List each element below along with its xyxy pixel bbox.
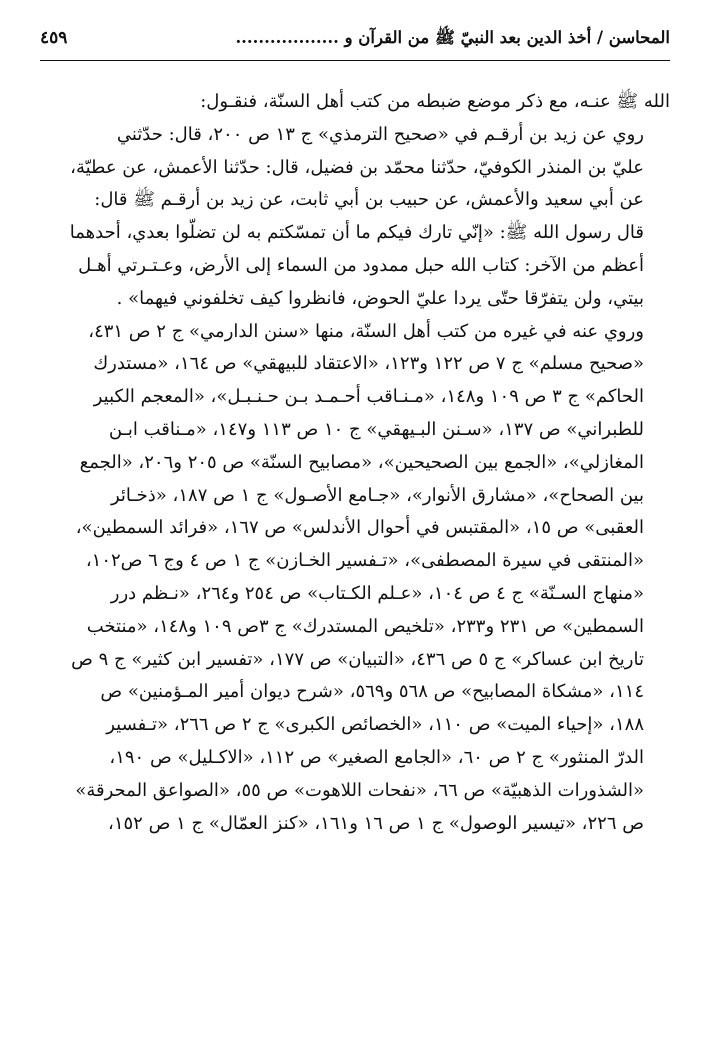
running-head-title: المحاسن / أخذ الدين بعد النبيّ ﷺ من القرآن و .................. [235, 28, 670, 47]
paragraph [40, 86, 670, 119]
text-line: «منهاج السـنّة» ج ٤ ص ١٠٤، «عـلم الكـتاب» ص ٢٥٤ و٢٦٤، «نـظم درر [110, 582, 644, 604]
text-line: وروي عنه في غيره من كتب أهل السنّة، منها «سنن الدارمي» ج ٢ ص ٤٣١، [88, 320, 644, 342]
text-line: للطبراني» ص ١٣٧، «سـنن البـيهقي» ج ١٠ ص ١١٣ و١٤٧، «مـناقب ابـن [108, 418, 644, 440]
text-line: العقبى» ص ١٥، «المقتبس في أحوال الأندلس» ص ١٦٧، «فرائد السمطين»، [75, 517, 644, 539]
paragraph [40, 316, 670, 841]
running-head [40, 28, 670, 52]
text-line: ص ٢٢٦، «تيسير الوصول» ج ١ ص ١٦ و١٦١، «كنز العمّال» ج ١ ص ١٥٢، [108, 812, 644, 834]
text-line: الدرّ المنثور» ج ٢ ص ٦٠، «الجامع الصغير» ص ١١٢، «الاكـليل» ص ١٩٠، [109, 746, 644, 768]
text-line: ١٨٨، «إحياء الميت» ص ١١٠، «الخصائص الكبرى» ج ٢ ص ٢٦٦، «تـفسير [106, 714, 644, 736]
text-line: عن أبي سعيد والأعمش، عن حبيب بن أبي ثابت، عن زيد بن أرقـم ﷺ قال: [94, 189, 644, 211]
text-line: أعظم من الآخر: كتاب الله حبل ممدود من السماء إلى الأرض، وعـتـرتي أهـل [78, 254, 644, 276]
text-line: ١١٤، «مشكاة المصابيح» ص ٥٦٨ و٥٦٩، «شرح ديوان أمير المـؤمنين» ص [100, 681, 644, 703]
text-line: الحاكم» ج ٣ ص ١٠٩ و١٤٨، «مـنـاقب أحـمـد بـن حـنـبـل»، «المعجم الكبير [93, 386, 644, 408]
body-text [40, 86, 670, 840]
page-number: ٤٥٩ [40, 28, 68, 48]
text-line: بيتي، ولن يتفرّقا حتّى يردا عليّ الحوض، فانظروا كيف تخلفوني فيهما» . [116, 287, 644, 309]
text-line: بين الصحاح»، «مشارق الأنوار»، «جـامع الأصـول» ج ١ ص ١٨٧، «ذخـائر [110, 484, 644, 506]
text-line: الله ﷺ عنـه، مع ذكر موضع ضبطه من كتب أهل السنّة، فنقـول: [200, 91, 670, 112]
text-line: روي عن زيد بن أرقـم في «صحيح الترمذي» ج ١٣ ص ٢٠٠، قال: حدّثني [116, 123, 644, 145]
text-line: تاريخ ابن عساكر» ج ٥ ص ٤٣٦، «التبيان» ص ١٧٧، «تفسير ابن كثير» ج ٩ ص [71, 648, 644, 670]
text-line: «الشذورات الذهبيّة» ص ٦٦، «نفحات اللاهوت» ص ٥٥، «الصواعق المحرقة» [75, 779, 644, 801]
text-line: «المنتقى في سيرة المصطفى»، «تـفسير الخـازن» ج ١ ص ٤ وج ٦ ص١٠٢، [85, 550, 644, 572]
text-line: قال رسول الله ﷺ: «إنّي تارك فيكم ما أن تمسّكتم به لن تضلّوا بعدي، أحدهما [69, 222, 644, 244]
text-line: عليّ بن المنذر الكوفيّ، حدّثنا محمّد بن فضيل، قال: حدّثنا الأعمش، عن عطيّة، [70, 156, 644, 178]
text-line: السمطين» ص ٢٣١ و٢٣٣، «تلخيص المستدرك» ج ٣ص ١٠٩ و١٤٨، «منتخب [86, 615, 644, 637]
text-line: المغازلي»، «الجمع بين الصحيحين»، «مصابيح السنّة» ص ٢٠٥ و٢٠٦، «الجمع [79, 451, 644, 473]
paragraph [40, 119, 670, 316]
text-line: «صحيح مسلم» ج ٧ ص ١٢٢ و١٢٣، «الاعتقاد للبيهقي» ص ١٦٤، «مستدرك [93, 353, 644, 375]
header-rule [40, 60, 670, 61]
